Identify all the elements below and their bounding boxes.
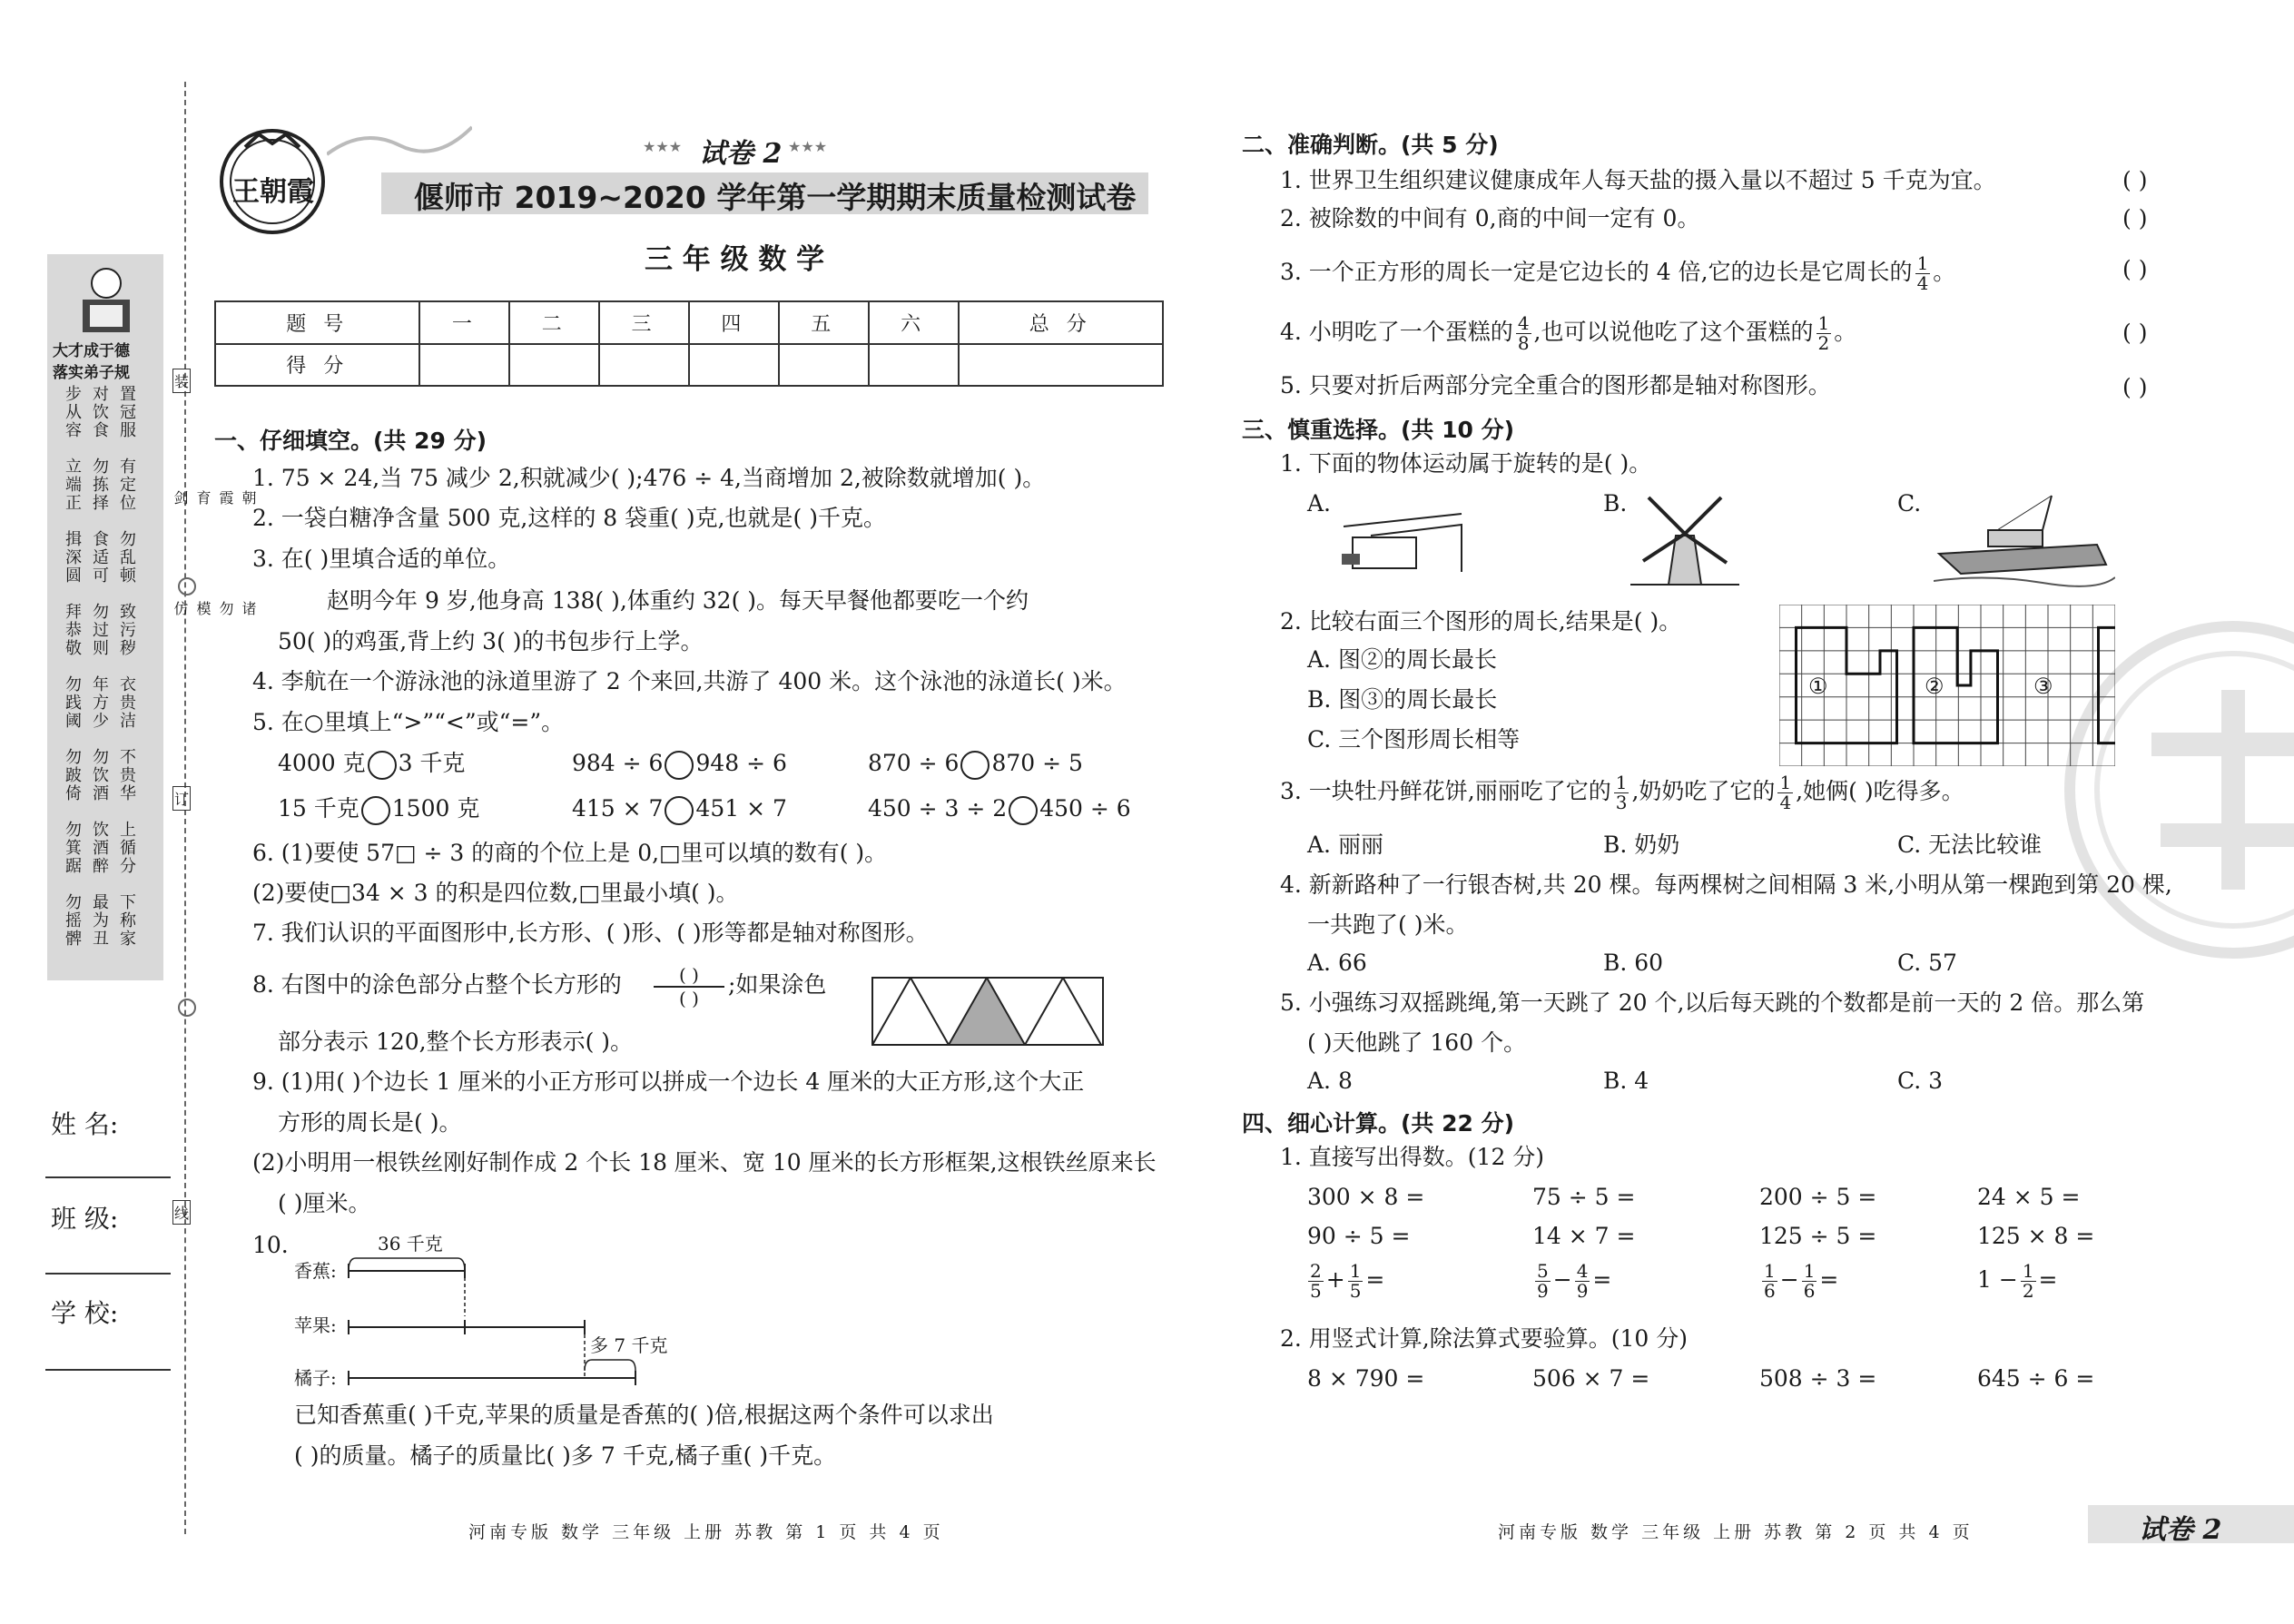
p3-q2: 2. 比较右面三个图形的周长,结果是( )。	[1280, 608, 1682, 635]
q10-label-apple: 苹果:	[294, 1314, 337, 1336]
verse-column: 揖深圆	[63, 530, 82, 585]
p3-q1-opt-a: A.	[1307, 490, 1332, 517]
calc-item: 300 × 8 =	[1307, 1184, 1425, 1210]
p2-item-3: 3. 一个正方形的周长一定是它边长的 4 倍,它的边长是它周长的 $\frac{1}{4}$ 。	[1280, 252, 1956, 294]
binding-tag-2: 订	[172, 786, 191, 811]
p2-answer-2[interactable]: ( )	[2122, 205, 2148, 231]
q8-rectangle-figure	[871, 977, 1104, 1046]
vertical-calc-3: 508 ÷ 3 =	[1759, 1365, 1877, 1392]
p1-q9b: (2)小明用一根铁丝刚好制作成 2 个长 18 厘米、宽 10 厘米的长方形框架,这根铁丝原来长	[252, 1149, 1157, 1176]
frac-1-2: $\frac{1}{2}$	[1817, 312, 1830, 354]
calc-item: 200 ÷ 5 =	[1759, 1184, 1877, 1210]
score-cell[interactable]	[779, 344, 869, 387]
q10-label-banana: 香蕉:	[294, 1260, 337, 1282]
p3-q4: 4. 新新路种了一行银杏树,共 20 棵。每两棵树之间相隔 3 米,小明从第一棵跑到第 20 棵,	[1280, 871, 2172, 898]
p1-q7: 7. 我们认识的平面图形中,长方形、( )形、( )形等都是轴对称图形。	[252, 920, 929, 946]
verse-column: 勿跛倚	[63, 748, 82, 802]
verse-column: 步从容	[63, 385, 82, 439]
p3-q2-opt-b: B. 图③的周长最长	[1307, 686, 1498, 713]
compare-item: 984 ÷ 6 948 ÷ 6	[572, 750, 787, 780]
score-header-cell: 六	[869, 301, 959, 344]
verse-column: 年方少	[90, 675, 109, 730]
verse-column: 不贵华	[117, 748, 136, 802]
p2-answer-1[interactable]: ( )	[2122, 167, 2148, 193]
score-header-cell: 二	[509, 301, 599, 344]
p3-q1: 1. 下面的物体运动属于旋转的是( )。	[1280, 450, 1652, 477]
p3-q1-opt-b: B.	[1603, 490, 1628, 517]
frac-calc-2: $\frac{5}{9}$ − $\frac{4}{9}$ =	[1537, 1260, 1612, 1302]
compare-circle[interactable]	[665, 796, 694, 825]
p1-q8a: 8. 右图中的涂色部分占整个长方形的	[252, 971, 622, 998]
frac-1-4b: $\frac{1}{4}$	[1779, 772, 1792, 813]
brand-name: 王朝霞	[232, 176, 314, 208]
frac-1-4: $\frac{1}{4}$	[1916, 252, 1929, 294]
compare-item: 870 ÷ 6 870 ÷ 5	[868, 750, 1083, 780]
footer-left: 河南专版 数学 三年级 上册 苏教 第 1 页 共 4 页	[468, 1522, 944, 1542]
p3-q3-opt-c: C. 无法比较谁	[1897, 832, 2043, 858]
class-field[interactable]	[45, 1273, 171, 1275]
perimeter-grid-figure	[1779, 605, 2115, 766]
p1-q4: 4. 李航在一个游泳池的泳道里游了 2 个来回,共游了 400 米。这个泳池的泳道长( )米。	[252, 668, 1127, 694]
p1-q9a: 9. (1)用( )个边长 1 厘米的小正方形可以拼成一个边长 4 厘米的大正方形,这个大正	[252, 1068, 1085, 1095]
vertical-calc-2: 506 × 7 =	[1532, 1365, 1650, 1392]
frac-calc-4: 1 − $\frac{1}{2}$ =	[1977, 1260, 2058, 1302]
score-header-cell: 题 号	[215, 301, 419, 344]
p2-item-4: 4. 小明吃了一个蛋糕的 $\frac{4}{8}$ ,也可以说他吃了这个蛋糕的 $\frac{1}{2}$ 。	[1280, 312, 1857, 354]
verse-column: 勿饮酒	[90, 748, 109, 802]
p1-q6a: 6. (1)要使 57□ ÷ 3 的商的个位上是 0,□里可以填的数有( )。	[252, 840, 888, 866]
p1-q1: 1. 75 × 24,当 75 减少 2,积就减少( );476 ÷ 4,当商增加 2,被除数就增加( )。	[252, 465, 1046, 491]
p1-q8a2: ;如果涂色	[728, 971, 827, 998]
verse-column: 食适可	[90, 530, 109, 585]
grid-label-3: ③	[2033, 674, 2053, 699]
p3-q3: 3. 一块牡丹鲜花饼,丽丽吃了它的 $\frac{1}{3}$ ,奶奶吃了它的 $\frac{1}{4}$ ,她俩( )吃得多。	[1280, 772, 1964, 813]
p2-item-1: 1. 世界卫生组织建议健康成年人每天盐的摄入量以不超过 5 千克为宜。	[1280, 167, 1996, 193]
verse-column: 勿过则	[90, 603, 109, 657]
score-header-cell: 五	[779, 301, 869, 344]
p1-q10b: ( )的质量。橘子的质量比( )多 7 千克,橘子重( )千克。	[294, 1442, 837, 1469]
compare-circle[interactable]	[960, 751, 989, 780]
binding-tag-1: 装	[172, 369, 191, 393]
p1-q8b: 部分表示 120,整个长方形表示( )。	[278, 1029, 634, 1055]
score-header-cell: 三	[599, 301, 689, 344]
score-header-cell: 一	[419, 301, 509, 344]
q10-segment-diagram	[345, 1244, 654, 1389]
p3-q3-opt-b: B. 奶奶	[1603, 832, 1680, 858]
binding-tag-3: 线	[172, 1200, 191, 1225]
verse-column: 对饮食	[90, 385, 109, 439]
compare-circle[interactable]	[361, 796, 390, 825]
windmill-icon	[1630, 490, 1739, 590]
p2-answer-5[interactable]: ( )	[2122, 374, 2148, 400]
sidebar-motto-1: 大才成于德	[53, 342, 130, 360]
p1-q6b: (2)要使□34 × 3 的积是四位数,□里最小填( )。	[252, 880, 739, 906]
score-header-cell: 四	[689, 301, 779, 344]
p1-q2: 2. 一袋白糖净含量 500 克,这样的 8 袋重( )克,也就是( )千克。	[252, 505, 887, 531]
p2-item-5: 5. 只要对折后两部分完全重合的图形都是轴对称图形。	[1280, 372, 1831, 399]
exam-badge: 试卷 2	[699, 138, 783, 170]
p1-q10a: 已知香蕉重( )千克,苹果的质量是香蕉的( )倍,根据这两个条件可以求出	[294, 1402, 994, 1428]
calc-item: 75 ÷ 5 =	[1532, 1184, 1636, 1210]
verse-column: 置冠服	[117, 385, 136, 439]
part1-heading: 一、仔细填空。(共 29 分)	[214, 428, 487, 454]
p3-q4-opt-b: B. 60	[1603, 950, 1664, 976]
p2-item-2: 2. 被除数的中间有 0,商的中间一定有 0。	[1280, 205, 1700, 231]
score-cell[interactable]	[689, 344, 779, 387]
verse-column: 勿摇髀	[63, 893, 82, 948]
compare-circle[interactable]	[665, 751, 694, 780]
verse-column: 致污秽	[117, 603, 136, 657]
calc-item: 24 × 5 =	[1977, 1184, 2081, 1210]
score-cell[interactable]	[959, 344, 1163, 387]
p3-q5-opt-a: A. 8	[1307, 1068, 1353, 1094]
p1-q3a: 赵明今年 9 岁,他身高 138( ),体重约 32( )。每天早餐他都要吃一个约	[327, 587, 1029, 614]
p3-q5-opt-b: B. 4	[1603, 1068, 1649, 1094]
class-label: 班 级:	[51, 1204, 119, 1234]
frac-1-3: $\frac{1}{3}$	[1615, 772, 1628, 813]
verse-column: 饮酒醉	[90, 821, 109, 875]
p3-q4b: 一共跑了( )米。	[1307, 911, 1469, 938]
p1-q5: 5. 在○里填上“>”“<”或“=”。	[252, 709, 565, 735]
part4-heading: 四、细心计算。(共 22 分)	[1242, 1110, 1515, 1137]
p3-q2-opt-c: C. 三个图形周长相等	[1307, 726, 1521, 753]
compare-item: 4000 克 3 千克	[278, 750, 465, 780]
calc-item: 14 × 7 =	[1532, 1223, 1636, 1249]
binding-hole-2	[178, 999, 196, 1017]
p3-q4-opt-c: C. 57	[1897, 950, 1957, 976]
compare-item: 415 × 7 451 × 7	[572, 795, 787, 825]
compare-circle[interactable]	[368, 751, 397, 780]
q10-label-36kg: 36 千克	[378, 1233, 443, 1255]
p1-q10: 10.	[252, 1232, 289, 1258]
frac-calc-1: $\frac{2}{5}$ + $\frac{1}{5}$ =	[1310, 1260, 1385, 1302]
verse-column: 下称家	[117, 893, 136, 948]
part3-heading: 三、慎重选择。(共 10 分)	[1242, 417, 1515, 443]
score-cell[interactable]	[419, 344, 509, 387]
frac-calc-3: $\frac{1}{6}$ − $\frac{1}{6}$ =	[1764, 1260, 1839, 1302]
score-header-cell: 总 分	[959, 301, 1163, 344]
p1-q3: 3. 在( )里填合适的单位。	[252, 546, 511, 572]
compare-circle[interactable]	[1009, 796, 1038, 825]
calc-item: 125 ÷ 5 =	[1759, 1223, 1877, 1249]
score-cell[interactable]	[599, 344, 689, 387]
verse-column: 勿箕踞	[63, 821, 82, 875]
sidebar-cartoon-icon	[77, 263, 135, 336]
sidebar-verses	[62, 385, 153, 966]
q8-fraction-blank[interactable]: ( ) ( )	[654, 964, 724, 1011]
p2-answer-4[interactable]: ( )	[2122, 320, 2148, 346]
compare-item: 15 千克 1500 克	[278, 795, 479, 825]
grid-label-1: ①	[1808, 674, 1828, 699]
p4-q2: 2. 用竖式计算,除法算式要验算。(10 分)	[1280, 1325, 1689, 1352]
verse-column: 立端正	[63, 458, 82, 512]
verse-column: 最为丑	[90, 893, 109, 948]
p3-q2-opt-a: A. 图②的周长最长	[1307, 646, 1497, 673]
part2-heading: 二、准确判断。(共 5 分)	[1242, 132, 1499, 158]
p3-q1-opt-c: C.	[1897, 490, 1922, 517]
binding-hole-1	[178, 577, 196, 595]
calc-item: 125 × 8 =	[1977, 1223, 2095, 1249]
exam-subtitle: 三 年 级 数 学	[645, 243, 825, 276]
score-cell[interactable]	[869, 344, 959, 387]
grid-label-2: ②	[1925, 674, 1944, 699]
badge-stars-right: ★★★	[788, 138, 828, 155]
exam-title: 偃师市 2019~2020 学年第一学期期末质量检测试卷	[414, 180, 1137, 215]
p1-q9b2: ( )厘米。	[278, 1190, 371, 1216]
drawer-icon	[1334, 508, 1471, 581]
p1-q3b: 50( )的鸡蛋,背上约 3( )的书包步行上学。	[278, 628, 704, 655]
badge-stars-left: ★★★	[643, 138, 683, 155]
compare-item: 450 ÷ 3 ÷ 2 450 ÷ 6	[868, 795, 1131, 825]
p2-answer-3[interactable]: ( )	[2122, 256, 2148, 282]
q10-label-orange: 橘子:	[294, 1367, 337, 1389]
verse-column: 衣贵洁	[117, 675, 136, 730]
name-field[interactable]	[45, 1176, 171, 1178]
school-label: 学 校:	[51, 1298, 119, 1328]
score-row	[215, 344, 1163, 387]
p3-q5b: ( )天他跳了 160 个。	[1307, 1029, 1527, 1056]
verse-column: 勿乱顿	[117, 530, 136, 585]
calc-item: 90 ÷ 5 =	[1307, 1223, 1411, 1249]
ship-icon	[1934, 490, 2115, 590]
score-row-label: 得 分	[215, 344, 419, 387]
verse-column: 勿拣择	[90, 458, 109, 512]
p4-q1: 1. 直接写出得数。(12 分)	[1280, 1144, 1545, 1170]
footer-badge: 试卷 2	[2139, 1514, 2222, 1546]
score-table	[214, 300, 1164, 387]
verse-column: 勿践阈	[63, 675, 82, 730]
verse-column: 拜恭敬	[63, 603, 82, 657]
q10-label-more7: 多 7 千克	[590, 1334, 668, 1356]
score-header-row	[215, 301, 1163, 344]
vertical-calc-4: 645 ÷ 6 =	[1977, 1365, 2095, 1392]
vertical-calc-1: 8 × 790 =	[1307, 1365, 1425, 1392]
verse-column: 有定位	[117, 458, 136, 512]
footer-right: 河南专版 数学 三年级 上册 苏教 第 2 页 共 4 页	[1498, 1522, 1974, 1542]
verse-column: 上循分	[117, 821, 136, 875]
p3-q3-opt-a: A. 丽丽	[1307, 832, 1383, 858]
sidebar-motto-2: 落实弟子规	[53, 364, 130, 382]
name-label: 姓 名:	[51, 1109, 119, 1139]
p3-q5-opt-c: C. 3	[1897, 1068, 1944, 1094]
frac-4-8: $\frac{4}{8}$	[1517, 312, 1530, 354]
p3-q4-opt-a: A. 66	[1307, 950, 1367, 976]
p3-q5: 5. 小强练习双摇跳绳,第一天跳了 20 个,以后每天跳的个数都是前一天的 2 倍。那么第	[1280, 989, 2145, 1016]
p1-q9a2: 方形的周长是( )。	[278, 1109, 462, 1136]
score-cell[interactable]	[509, 344, 599, 387]
school-field[interactable]	[45, 1369, 171, 1371]
